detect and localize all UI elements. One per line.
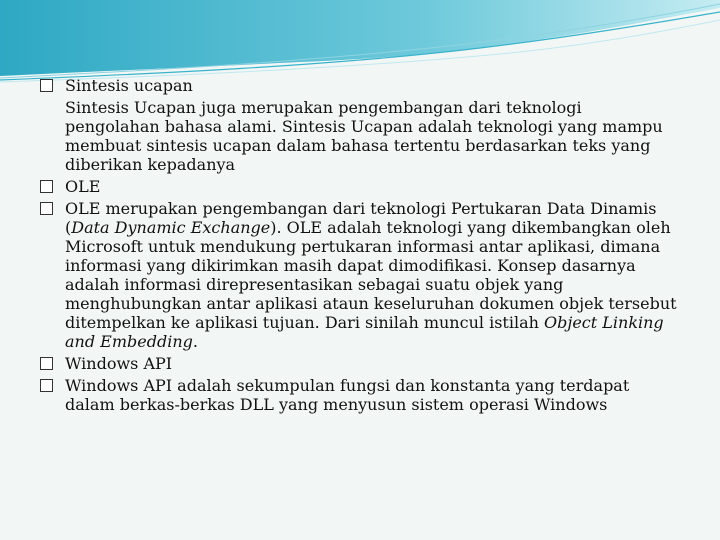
- bullet-title: OLE: [65, 177, 101, 196]
- ole-italic-term-2: Object Linking and Embedding: [65, 313, 664, 351]
- bullet-windows-api: [40, 354, 680, 373]
- bullet-ole: [40, 177, 680, 196]
- bullet-ole-description: [40, 199, 680, 351]
- sintesis-description: Sintesis Ucapan juga merupakan pengembangan dari teknologi pengolahan bahasa alami. Sintesis Ucapan adalah teknologi yang mampu membuat sintesis ucapan dalam bahasa tertentu berdasarkan teks yang diberikan kepadanya: [65, 98, 663, 174]
- windows-api-text: Windows API adalah sekumpulan fungsi dan konstanta yang terdapat dalam berkas-berkas DLL yang menyusun sistem operasi Windows: [65, 376, 630, 414]
- ole-italic-term: Data Dynamic Exchange: [71, 218, 271, 237]
- slide-content: [40, 76, 680, 417]
- bullet-sintesis-ucapan: [40, 76, 680, 95]
- bullet-windows-api-description: [40, 376, 680, 414]
- bullet-box-icon: [40, 180, 53, 193]
- bullet-box-icon: [40, 202, 53, 215]
- bullet-box-icon: [40, 379, 53, 392]
- bullet-box-icon: [40, 79, 53, 92]
- bullet-title: Sintesis ucapan: [65, 76, 193, 95]
- ole-text-end: .: [192, 332, 198, 351]
- ole-text-part1: OLE merupakan pengembangan dari teknologi Pertukaran Data Dinamis (: [65, 199, 657, 237]
- bullet-box-icon: [40, 357, 53, 370]
- bullet-title: Windows API: [65, 354, 173, 373]
- ole-text-part2: ). OLE adalah teknologi yang dikembangkan oleh Microsoft untuk mendukung pertukaran informasi antar aplikasi, dimana informasi yang dikirimkan masih dapat dimodifikasi. Konsep dasarnya adalah informasi direpresentasikan sebagai suatu objek yang menghubungkan antar aplikasi ataun keseluruhan dokumen objek tersebut ditempelkan ke aplikasi tujuan. Dari sinilah muncul istilah: [65, 218, 677, 332]
